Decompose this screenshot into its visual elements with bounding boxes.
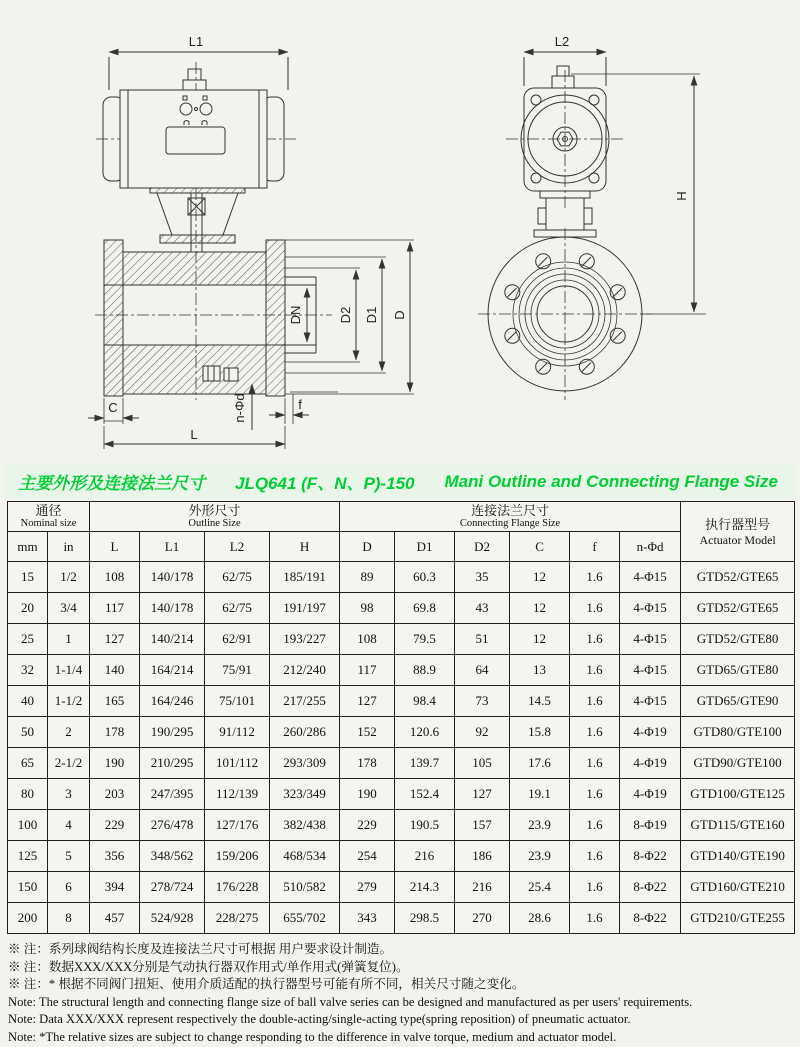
- table-cell: GTD210/GTE255: [681, 903, 795, 934]
- table-cell: 1.6: [570, 655, 620, 686]
- table-cell: 254: [340, 841, 395, 872]
- table-cell: 4-Φ15: [620, 624, 681, 655]
- column-header: D: [340, 532, 395, 562]
- table-row: [8, 593, 795, 624]
- table-cell: 75/91: [205, 655, 270, 686]
- table-cell: 185/191: [270, 562, 340, 593]
- notes-block: [8, 941, 800, 1047]
- table-cell: GTD52/GTE65: [681, 562, 795, 593]
- table-cell: 91/112: [205, 717, 270, 748]
- table-cell: 4-Φ19: [620, 748, 681, 779]
- table-cell: 1.6: [570, 717, 620, 748]
- right-view-drawing: [478, 52, 706, 400]
- table-cell: 1.6: [570, 872, 620, 903]
- group-label-zh: 外形尺寸: [188, 503, 241, 518]
- table-cell: 3/4: [48, 593, 90, 624]
- table-cell: 98.4: [395, 686, 455, 717]
- group-header-connecting-flange-size: [340, 502, 681, 532]
- table-cell: 62/75: [205, 593, 270, 624]
- group-label-zh: 通径: [35, 503, 62, 518]
- table-cell: 8-Φ22: [620, 903, 681, 934]
- table-cell: 15.8: [510, 717, 570, 748]
- table-cell: 127: [90, 624, 140, 655]
- table-cell: 127: [455, 779, 510, 810]
- table-cell: 457: [90, 903, 140, 934]
- dim-label-l1: L1: [188, 34, 204, 49]
- table-cell: 28.6: [510, 903, 570, 934]
- column-header: L2: [205, 532, 270, 562]
- table-cell: GTD100/GTE125: [681, 779, 795, 810]
- group-label-zh: 连接法兰尺寸: [471, 503, 550, 518]
- dimension-table: [7, 501, 795, 934]
- table-cell: 89: [340, 562, 395, 593]
- table-cell: 1.6: [570, 779, 620, 810]
- table-cell: 35: [455, 562, 510, 593]
- table-cell: GTD65/GTE80: [681, 655, 795, 686]
- section-title-model: JLQ641 (F、N、P)-150: [235, 474, 415, 493]
- table-cell: 4-Φ15: [620, 655, 681, 686]
- table-cell: 356: [90, 841, 140, 872]
- table-cell: 98: [340, 593, 395, 624]
- table-cell: 216: [455, 872, 510, 903]
- table-cell: GTD52/GTE65: [681, 593, 795, 624]
- table-group-header-row: [8, 502, 795, 532]
- table-cell: 6: [48, 872, 90, 903]
- table-cell: 1/2: [48, 562, 90, 593]
- table-cell: 1: [48, 624, 90, 655]
- note-line: ※ 注：* 根据不同阀门扭矩、使用介质适配的执行器型号可能有所不同，相关尺寸随之变化。: [8, 977, 525, 992]
- table-cell: 19.1: [510, 779, 570, 810]
- dim-label-l: L: [190, 427, 198, 442]
- table-cell: 186: [455, 841, 510, 872]
- table-cell: 12: [510, 562, 570, 593]
- table-cell: GTD160/GTE210: [681, 872, 795, 903]
- table-cell: 50: [8, 717, 48, 748]
- table-cell: 157: [455, 810, 510, 841]
- table-cell: 92: [455, 717, 510, 748]
- table-cell: 139.7: [395, 748, 455, 779]
- table-cell: 69.8: [395, 593, 455, 624]
- note-line: Note: The structural length and connecting flange size of ball valve series can be designed and manufactured as per users' requirements.: [8, 994, 693, 1009]
- table-cell: 468/534: [270, 841, 340, 872]
- table-cell: 100: [8, 810, 48, 841]
- table-cell: 229: [340, 810, 395, 841]
- table-cell: 200: [8, 903, 48, 934]
- table-cell: 120.6: [395, 717, 455, 748]
- note-line: Note: Data XXX/XXX represent respectively the double-acting/single-acting type(spring reposition) of pneumatic actuator.: [8, 1012, 631, 1027]
- column-header: D1: [395, 532, 455, 562]
- note-line: ※ 注：数据XXX/XXX分别是气动执行器双作用式/单作用式(弹簧复位)。: [8, 959, 409, 974]
- table-cell: 23.9: [510, 810, 570, 841]
- table-cell: 1.6: [570, 841, 620, 872]
- table-cell: 88.9: [395, 655, 455, 686]
- table-cell: 8-Φ22: [620, 872, 681, 903]
- table-cell: 125: [8, 841, 48, 872]
- table-cell: 12: [510, 624, 570, 655]
- table-cell: 17.6: [510, 748, 570, 779]
- table-cell: 190: [340, 779, 395, 810]
- table-cell: GTD80/GTE100: [681, 717, 795, 748]
- table-cell: 164/214: [140, 655, 205, 686]
- table-cell: 293/309: [270, 748, 340, 779]
- valve-drawing-svg: [0, 0, 800, 464]
- table-cell: 8: [48, 903, 90, 934]
- dim-label-dn: DN: [288, 305, 303, 325]
- table-cell: 176/228: [205, 872, 270, 903]
- table-row: [8, 872, 795, 903]
- table-cell: 159/206: [205, 841, 270, 872]
- table-cell: 229: [90, 810, 140, 841]
- dim-label-h: H: [674, 191, 689, 201]
- table-cell: 178: [340, 748, 395, 779]
- table-cell: 150: [8, 872, 48, 903]
- table-cell: 112/139: [205, 779, 270, 810]
- table-cell: 127/176: [205, 810, 270, 841]
- table-cell: 210/295: [140, 748, 205, 779]
- table-cell: 8-Φ22: [620, 841, 681, 872]
- table-cell: 298.5: [395, 903, 455, 934]
- dim-label-d1: D1: [364, 306, 379, 324]
- table-cell: 25.4: [510, 872, 570, 903]
- table-cell: 14.5: [510, 686, 570, 717]
- section-title: [4, 465, 796, 498]
- table-cell: 394: [90, 872, 140, 903]
- note-line: Note: *The relative sizes are subject to change responding to the difference in valve torque, medium and actuator model.: [8, 1029, 617, 1044]
- table-cell: 108: [340, 624, 395, 655]
- table-cell: 108: [90, 562, 140, 593]
- table-cell: 2: [48, 717, 90, 748]
- table-cell: 165: [90, 686, 140, 717]
- table-row: [8, 903, 795, 934]
- table-cell: 32: [8, 655, 48, 686]
- table-cell: 13: [510, 655, 570, 686]
- table-cell: 8-Φ19: [620, 810, 681, 841]
- table-cell: 40: [8, 686, 48, 717]
- table-row: [8, 779, 795, 810]
- technical-drawing: [0, 0, 800, 464]
- table-cell: 25: [8, 624, 48, 655]
- table-cell: 64: [455, 655, 510, 686]
- table-cell: GTD65/GTE90: [681, 686, 795, 717]
- table-cell: 152.4: [395, 779, 455, 810]
- group-header-actuator-model: [681, 502, 795, 562]
- table-row: [8, 810, 795, 841]
- table-cell: 190: [90, 748, 140, 779]
- table-cell: 152: [340, 717, 395, 748]
- table-cell: GTD90/GTE100: [681, 748, 795, 779]
- table-cell: GTD52/GTE80: [681, 624, 795, 655]
- table-cell: 140/214: [140, 624, 205, 655]
- table-cell: GTD115/GTE160: [681, 810, 795, 841]
- table-cell: 655/702: [270, 903, 340, 934]
- table-cell: 382/438: [270, 810, 340, 841]
- group-label-en: Nominal size: [20, 518, 77, 529]
- table-cell: 260/286: [270, 717, 340, 748]
- table-cell: 2-1/2: [48, 748, 90, 779]
- table-cell: 1.6: [570, 562, 620, 593]
- table-cell: 190.5: [395, 810, 455, 841]
- table-cell: 524/928: [140, 903, 205, 934]
- dim-label-f: f: [298, 397, 302, 412]
- table-cell: 203: [90, 779, 140, 810]
- table-cell: 5: [48, 841, 90, 872]
- note-line: ※ 注：系列球阀结构长度及连接法兰尺寸可根据 用户要求设计制造。: [8, 942, 393, 956]
- table-cell: 217/255: [270, 686, 340, 717]
- group-header-outline-size: [90, 502, 340, 532]
- table-cell: 1.6: [570, 624, 620, 655]
- table-row: [8, 748, 795, 779]
- column-header: mm: [8, 532, 48, 562]
- table-cell: 1.6: [570, 593, 620, 624]
- table-cell: 270: [455, 903, 510, 934]
- dim-label-c: C: [108, 400, 118, 415]
- table-cell: 1.6: [570, 903, 620, 934]
- table-cell: 101/112: [205, 748, 270, 779]
- group-label-en: Actuator Model: [699, 532, 776, 547]
- column-header: f: [570, 532, 620, 562]
- table-cell: 23.9: [510, 841, 570, 872]
- table-cell: 178: [90, 717, 140, 748]
- group-header-nominal-size: [8, 502, 90, 532]
- table-cell: 51: [455, 624, 510, 655]
- table-cell: 348/562: [140, 841, 205, 872]
- table-row: [8, 655, 795, 686]
- table-cell: 4-Φ15: [620, 686, 681, 717]
- table-cell: 1.6: [570, 810, 620, 841]
- left-view-drawing: [88, 52, 414, 449]
- table-cell: 193/227: [270, 624, 340, 655]
- column-header: L: [90, 532, 140, 562]
- table-cell: 279: [340, 872, 395, 903]
- table-row: [8, 624, 795, 655]
- table-subheader-row: [8, 532, 795, 562]
- table-cell: 117: [340, 655, 395, 686]
- table-cell: 247/395: [140, 779, 205, 810]
- table-cell: 323/349: [270, 779, 340, 810]
- column-header: in: [48, 532, 90, 562]
- group-label-en: Connecting Flange Size: [459, 518, 561, 529]
- column-header: n-Φd: [620, 532, 681, 562]
- table-cell: 1.6: [570, 748, 620, 779]
- table-cell: 4-Φ19: [620, 779, 681, 810]
- table-cell: 212/240: [270, 655, 340, 686]
- table-cell: 1-1/2: [48, 686, 90, 717]
- table-cell: 228/275: [205, 903, 270, 934]
- table-cell: 278/724: [140, 872, 205, 903]
- table-cell: 75/101: [205, 686, 270, 717]
- table-cell: 105: [455, 748, 510, 779]
- table-cell: 140/178: [140, 593, 205, 624]
- table-cell: 4-Φ15: [620, 562, 681, 593]
- table-cell: 1-1/4: [48, 655, 90, 686]
- table-cell: 20: [8, 593, 48, 624]
- group-label-zh: 执行器型号: [705, 516, 771, 532]
- section-title-zh: 主要外形及连接法兰尺寸: [18, 474, 205, 493]
- table-cell: 214.3: [395, 872, 455, 903]
- dim-label-d: D: [392, 310, 407, 320]
- table-cell: 216: [395, 841, 455, 872]
- table-row: [8, 686, 795, 717]
- table-cell: 190/295: [140, 717, 205, 748]
- table-row: [8, 562, 795, 593]
- table-row: [8, 717, 795, 748]
- column-header: C: [510, 532, 570, 562]
- table-body: [8, 562, 795, 934]
- table-cell: 4-Φ15: [620, 593, 681, 624]
- table-cell: 191/197: [270, 593, 340, 624]
- table-cell: 164/246: [140, 686, 205, 717]
- table-cell: 510/582: [270, 872, 340, 903]
- table-row: [8, 841, 795, 872]
- table-cell: 3: [48, 779, 90, 810]
- table-cell: 1.6: [570, 686, 620, 717]
- dim-label-n-phi-d: n-Φd: [232, 393, 247, 423]
- table-cell: 15: [8, 562, 48, 593]
- table-cell: 117: [90, 593, 140, 624]
- table-cell: 62/75: [205, 562, 270, 593]
- table-cell: 343: [340, 903, 395, 934]
- dim-label-d2: D2: [338, 306, 353, 324]
- table-cell: 79.5: [395, 624, 455, 655]
- table-cell: 276/478: [140, 810, 205, 841]
- group-label-en: Outline Size: [188, 518, 241, 529]
- column-header: H: [270, 532, 340, 562]
- column-header: D2: [455, 532, 510, 562]
- table-cell: 62/91: [205, 624, 270, 655]
- table-cell: 4-Φ19: [620, 717, 681, 748]
- table-cell: 12: [510, 593, 570, 624]
- table-cell: 60.3: [395, 562, 455, 593]
- dim-label-l2: L2: [554, 34, 570, 49]
- column-header: L1: [140, 532, 205, 562]
- table-cell: 140/178: [140, 562, 205, 593]
- table-cell: 73: [455, 686, 510, 717]
- section-title-en: Mani Outline and Connecting Flange Size: [444, 471, 778, 491]
- table-cell: 43: [455, 593, 510, 624]
- table-cell: 140: [90, 655, 140, 686]
- table-cell: 127: [340, 686, 395, 717]
- table-cell: GTD140/GTE190: [681, 841, 795, 872]
- table-cell: 80: [8, 779, 48, 810]
- table-cell: 65: [8, 748, 48, 779]
- table-cell: 4: [48, 810, 90, 841]
